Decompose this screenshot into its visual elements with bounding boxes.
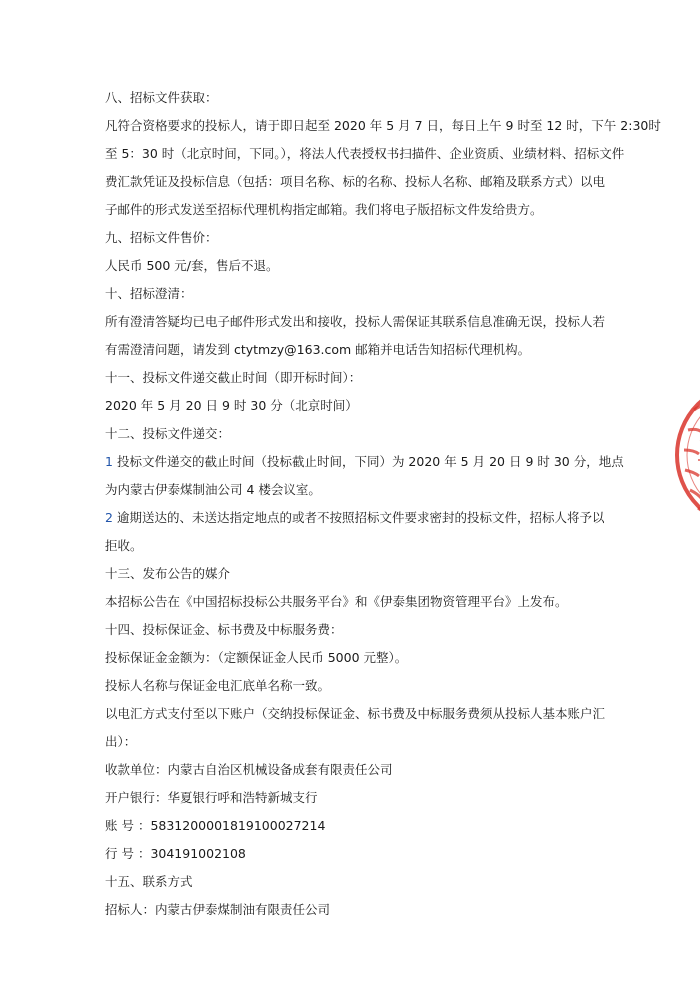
bank-line: 开户银行：华夏银行呼和浩特新城支行 (105, 790, 318, 805)
section-10-heading: 十、招标澄清： (105, 286, 193, 301)
list-item (105, 509, 605, 527)
paragraph-line: 本招标公告在《中国招标投标公共服务平台》和《伊泰集团物资管理平台》上发布。 (105, 594, 568, 609)
section-13-heading: 十三、发布公告的媒介 (105, 566, 231, 581)
paragraph-line: 出）： (105, 734, 137, 749)
paragraph-line: 投标保证金金额为：（定额保证金人民币 5000 元整）。 (105, 650, 408, 665)
item-number: 1 (105, 454, 113, 469)
section-12-heading: 十二、投标文件递交： (105, 426, 231, 441)
section-8-heading: 八、招标文件获取： (105, 90, 218, 105)
company-seal (664, 370, 700, 540)
paragraph-line: 有需澄清问题，请发到 ctytmzy@163.com 邮箱并电话告知招标代理机构。 (105, 342, 531, 357)
account-number-line: 账 号 ：5831200001819100027214 (105, 818, 326, 833)
paragraph-line: 所有澄清答疑均已电子邮件形式发出和接收，投标人需保证其联系信息准确无误，投标人若 (105, 314, 606, 329)
paragraph-line: 拒收。 (105, 538, 143, 553)
paragraph-line: 费汇款凭证及投标信息（包括：项目名称、标的名称、投标人名称、邮箱及联系方式）以电 (105, 174, 606, 189)
paragraph-line: 人民币 500 元/套，售后不退。 (105, 258, 279, 273)
tenderer-line: 招标人：内蒙古伊泰煤制油有限责任公司 (105, 902, 331, 917)
item-number: 2 (105, 510, 113, 525)
section-9-heading: 九、招标文件售价： (105, 230, 218, 245)
payee-line: 收款单位：内蒙古自治区机械设备成套有限责任公司 (105, 762, 393, 777)
list-item-text: 逾期送达的、未送达指定地点的或者不按照招标文件要求密封的投标文件，招标人将予以 (116, 510, 605, 525)
section-11-heading: 十一、投标文件递交截止时间（即开标时间）： (105, 370, 362, 385)
section-14-heading: 十四、投标保证金、标书费及中标服务费： (105, 622, 343, 637)
seal-stamp-icon (664, 370, 700, 540)
list-item (105, 453, 624, 471)
paragraph-line: 子邮件的形式发送至招标代理机构指定邮箱。我们将电子版招标文件发给贵方。 (105, 202, 543, 217)
paragraph-line: 2020 年 5 月 20 日 9 时 30 分（北京时间） (105, 398, 358, 413)
section-15-heading: 十五、联系方式 (105, 874, 193, 889)
paragraph-line: 凡符合资格要求的投标人，请于即日起至 2020 年 5 月 7 日，每日上午 9 时至 12 时，下午 2:30时 (105, 118, 661, 133)
paragraph-line: 至 5：30 时（北京时间，下同。），将法人代表授权书扫描件、企业资质、业绩材料、招标文件 (105, 146, 625, 161)
paragraph-line: 投标人名称与保证金电汇底单名称一致。 (105, 678, 331, 693)
paragraph-line: 以电汇方式支付至以下账户（交纳投标保证金、标书费及中标服务费须从投标人基本账户汇 (105, 706, 606, 721)
bank-code-line: 行 号 ：304191002108 (105, 846, 246, 861)
list-item-text: 投标文件递交的截止时间（投标截止时间，下同）为 2020 年 5 月 20 日 9 时 30 分，地点 (116, 454, 624, 469)
paragraph-line: 为内蒙古伊泰煤制油公司 4 楼会议室。 (105, 482, 321, 497)
